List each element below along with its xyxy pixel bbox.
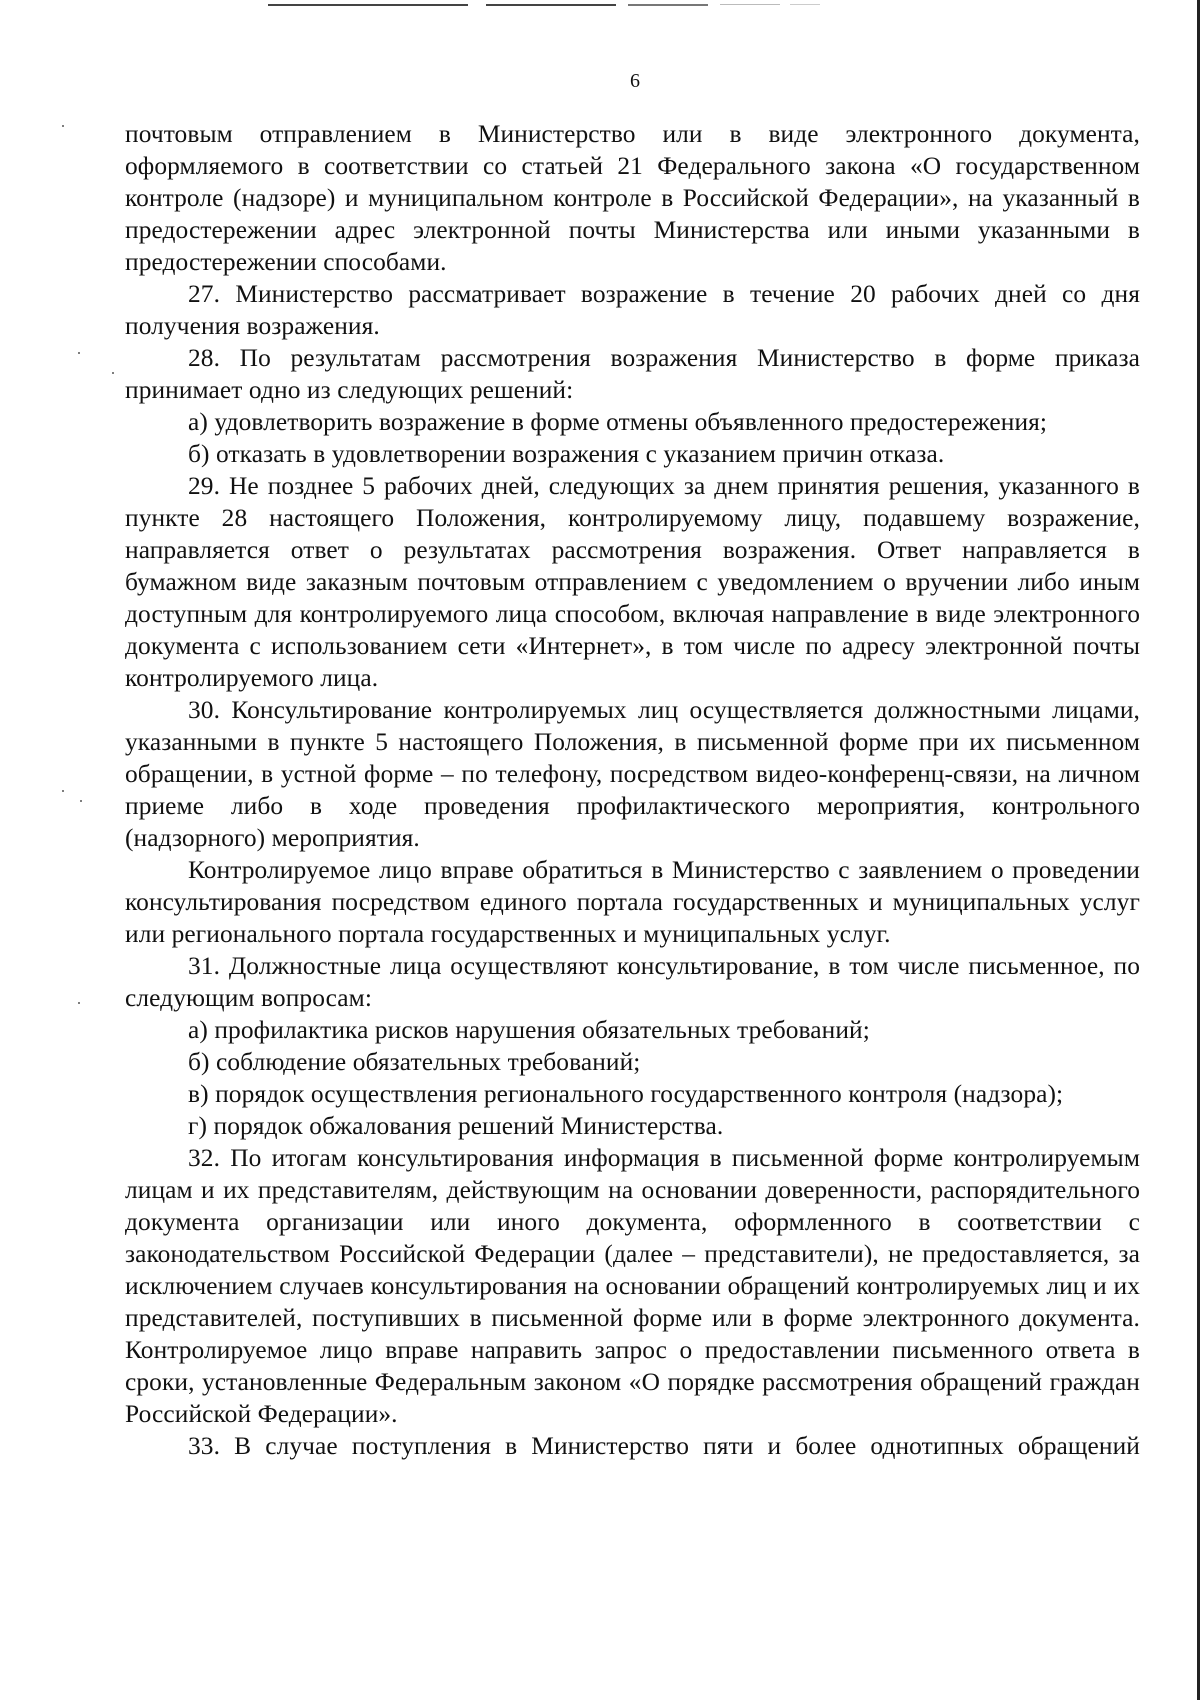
paragraph-28-option-a: а) удовлетворить возражение в форме отмены объявленного предостережения; bbox=[188, 408, 1048, 436]
scan-artifact-line bbox=[628, 4, 708, 6]
paragraph-31-item-c: в) порядок осуществления регионального государственного контроля (надзора); bbox=[188, 1080, 1064, 1108]
paragraph-28: 28. По результатам рассмотрения возражения Министерство в форме приказа принимает одно из следующих решений: bbox=[125, 344, 1140, 404]
scan-speck bbox=[62, 125, 64, 127]
paragraph-31-item-d: г) порядок обжалования решений Министерства. bbox=[188, 1112, 724, 1140]
scan-speck bbox=[78, 352, 80, 354]
paragraph-33: 33. В случае поступления в Министерство пяти и более однотипных обращений bbox=[188, 1432, 1140, 1460]
scan-artifact-line bbox=[790, 4, 820, 5]
scan-speck bbox=[78, 1002, 80, 1004]
paragraph-31: 31. Должностные лица осуществляют консультирование, в том числе письменное, по следующим вопросам: bbox=[125, 952, 1140, 1012]
scan-artifact-line bbox=[268, 4, 468, 6]
scan-speck bbox=[62, 790, 64, 792]
paragraph-31-item-a: а) профилактика рисков нарушения обязательных требований; bbox=[188, 1016, 870, 1044]
paragraph-31-item-b: б) соблюдение обязательных требований; bbox=[188, 1048, 641, 1076]
paragraph-30-continued: Контролируемое лицо вправе обратиться в Министерство с заявлением о проведении консультирования посредством единого портала государственных и муниципальных услуг или регионального портала государственных и муниципальных услуг. bbox=[125, 856, 1140, 948]
paragraph-32: 32. По итогам консультирования информация в письменной форме контролируемым лицам и их представителям, действующим на основании доверенности, распорядительного документа организации или иного документа, оформленного в соответствии с законодательством Российской Федерации (далее – представители), не предоставляется, за исключением случаев консультирования на основании обращений контролируемых лиц и их представителей, поступивших в письменной форме или в форме электронного документа. Контролируемое лицо вправе направить запрос о предоставлении письменного ответа в сроки, установленные Федеральным законом «О порядке рассмотрения обращений граждан Российской Федерации». bbox=[125, 1144, 1140, 1428]
paragraph-30: 30. Консультирование контролируемых лиц осуществляется должностными лицами, указанными в пункте 5 настоящего Положения, в письменной форме при их письменном обращении, в устной форме – по телефону, посредством видео-конференц-связи, на личном приеме либо в ходе проведения профилактического мероприятия, контрольного (надзорного) мероприятия. bbox=[125, 696, 1140, 852]
scan-artifact-line bbox=[486, 4, 616, 6]
scan-speck bbox=[80, 800, 82, 802]
scan-speck bbox=[112, 372, 114, 374]
page-number: 6 bbox=[630, 70, 640, 92]
scan-artifact-line bbox=[720, 4, 780, 5]
paragraph-29: 29. Не позднее 5 рабочих дней, следующих за днем принятия решения, указанного в пункте 28 настоящего Положения, контролируемому лицу, подавшему возражение, направляется ответ о результатах рассмотрения возражения. Ответ направляется в бумажном виде заказным почтовым отправлением с уведомлением о вручении либо иным доступным для контролируемого лица способом, включая направление в виде электронного документа с использованием сети «Интернет», в том числе по адресу электронной почты контролируемого лица. bbox=[125, 472, 1140, 692]
paragraph-28-option-b: б) отказать в удовлетворении возражения с указанием причин отказа. bbox=[188, 440, 945, 468]
paragraph-27: 27. Министерство рассматривает возражение в течение 20 рабочих дней со дня получения возражения. bbox=[125, 280, 1140, 340]
document-body bbox=[125, 118, 1140, 1462]
paragraph-continuation: почтовым отправлением в Министерство или в виде электронного документа, оформляемого в соответствии со статьей 21 Федерального закона «О государственном контроле (надзоре) и муниципальном контроле в Российской Федерации», на указанный в предостережении адрес электронной почты Министерства или иными указанными в предостережении способами. bbox=[125, 120, 1140, 276]
